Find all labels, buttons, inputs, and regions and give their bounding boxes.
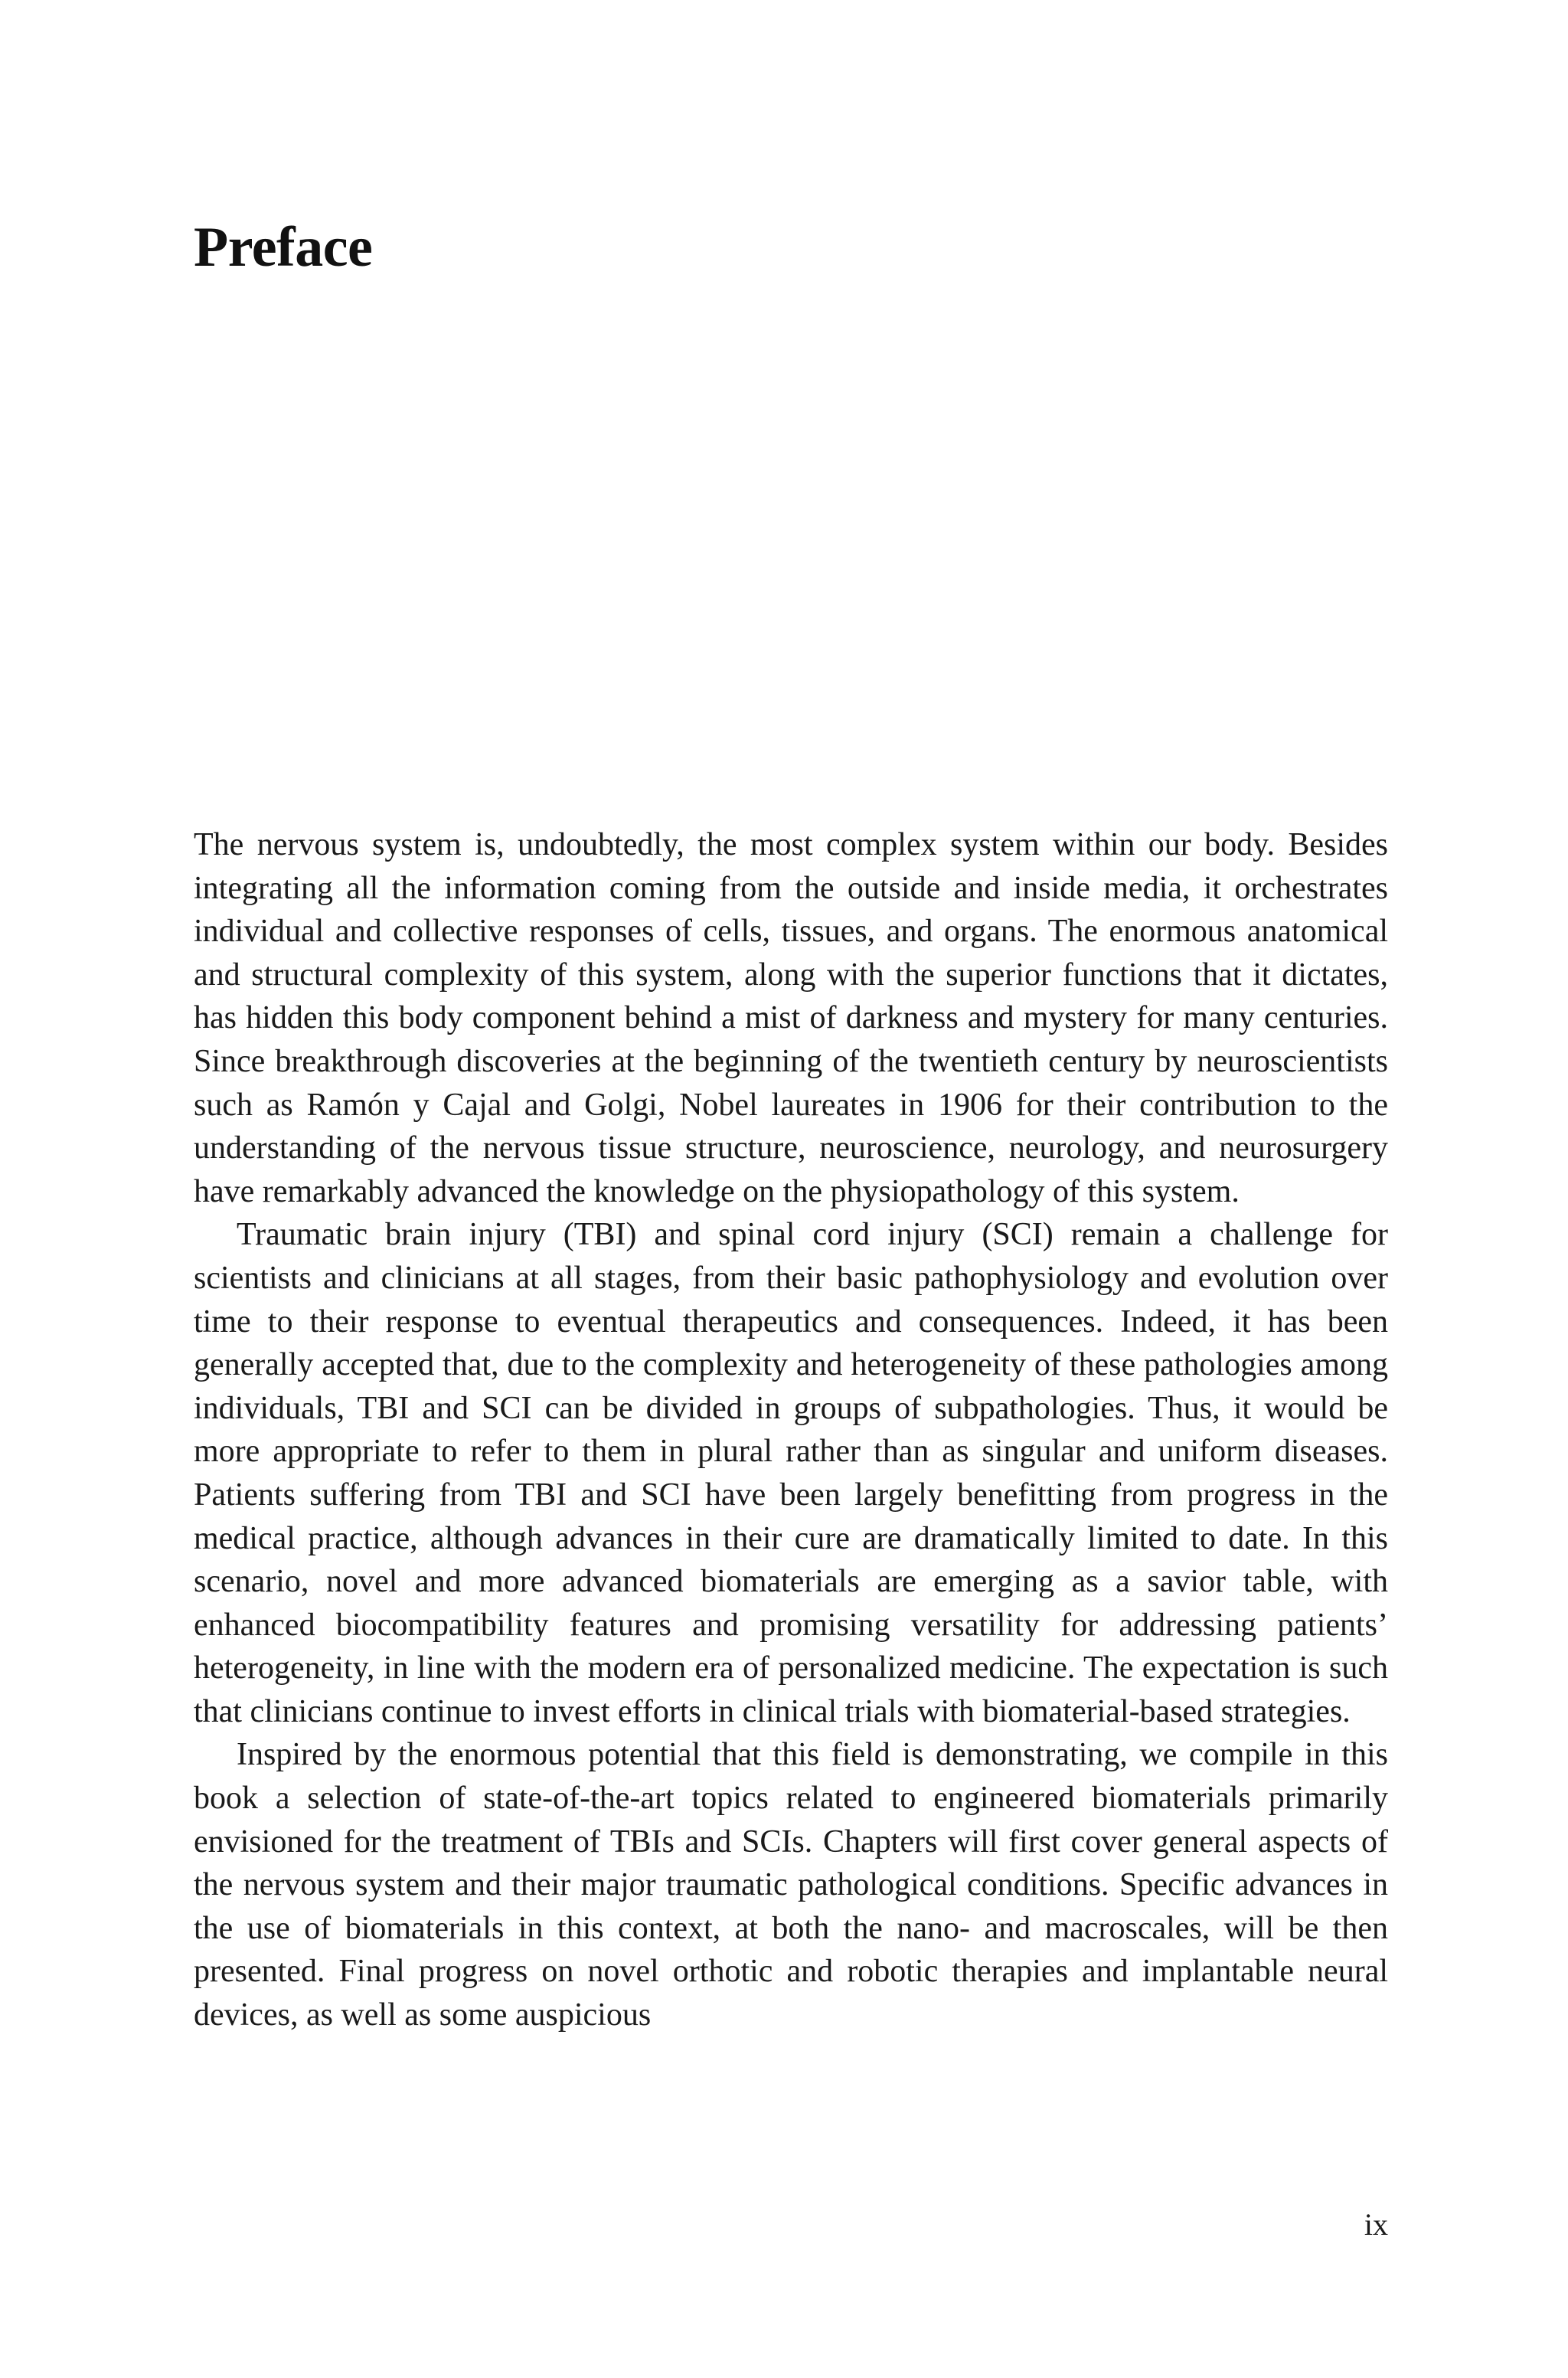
page-title: Preface [194, 216, 373, 279]
page-number: ix [1364, 2207, 1388, 2242]
paragraph-3: Inspired by the enormous potential that this field is demonstrating, we compile in this book a selection of state-of-the-art topics related to engineered biomaterials primarily envisioned for the treatment of TBIs and SCIs. Chapters will first cover general aspects of the nervous system and their major traumatic pathological conditions. Specific advances in the use of biomaterials in this context, at both the nano- and macroscales, will be then presented. Final progress on novel orthotic and robotic therapies and implantable neural devices, as well as some auspicious [194, 1737, 1388, 2033]
body-text [194, 823, 1388, 2037]
paragraph-2: Traumatic brain injury (TBI) and spinal cord injury (SCI) remain a challenge for scientists and clinicians at all stages, from their basic pathophysiology and evolution over time to their response to eventual therapeutics and consequences. Indeed, it has been generally accepted that, due to the complexity and heterogeneity of these pathologies among individuals, TBI and SCI can be divided in groups of subpathologies. Thus, it would be more appropriate to refer to them in plural rather than as singular and uniform diseases. Patients suffering from TBI and SCI have been largely benefitting from progress in the medical practice, although advances in their cure are dramatically limited to date. In this scenario, novel and more advanced biomaterials are emerging as a savior table, with enhanced biocompatibility features and promising versatility for addressing patients’ heterogeneity, in line with the modern era of personalized medicine. The expectation is such that clinicians continue to invest efforts in clinical trials with biomaterial-based strategies. [194, 1217, 1388, 1729]
paragraph-1: The nervous system is, undoubtedly, the most complex system within our body. Besides integrating all the information coming from the outside and inside media, it orchestrates individual and collective responses of cells, tissues, and organs. The enormous anatomical and structural complexity of this system, along with the superior functions that it dictates, has hidden this body component behind a mist of darkness and mystery for many centuries. Since breakthrough discoveries at the beginning of the twentieth century by neuroscientists such as Ramón y Cajal and Golgi, Nobel laureates in 1906 for their contribution to the understanding of the nervous tissue structure, neuroscience, neurology, and neurosurgery have remarkably advanced the knowledge on the physiopathology of this system. [194, 827, 1388, 1209]
